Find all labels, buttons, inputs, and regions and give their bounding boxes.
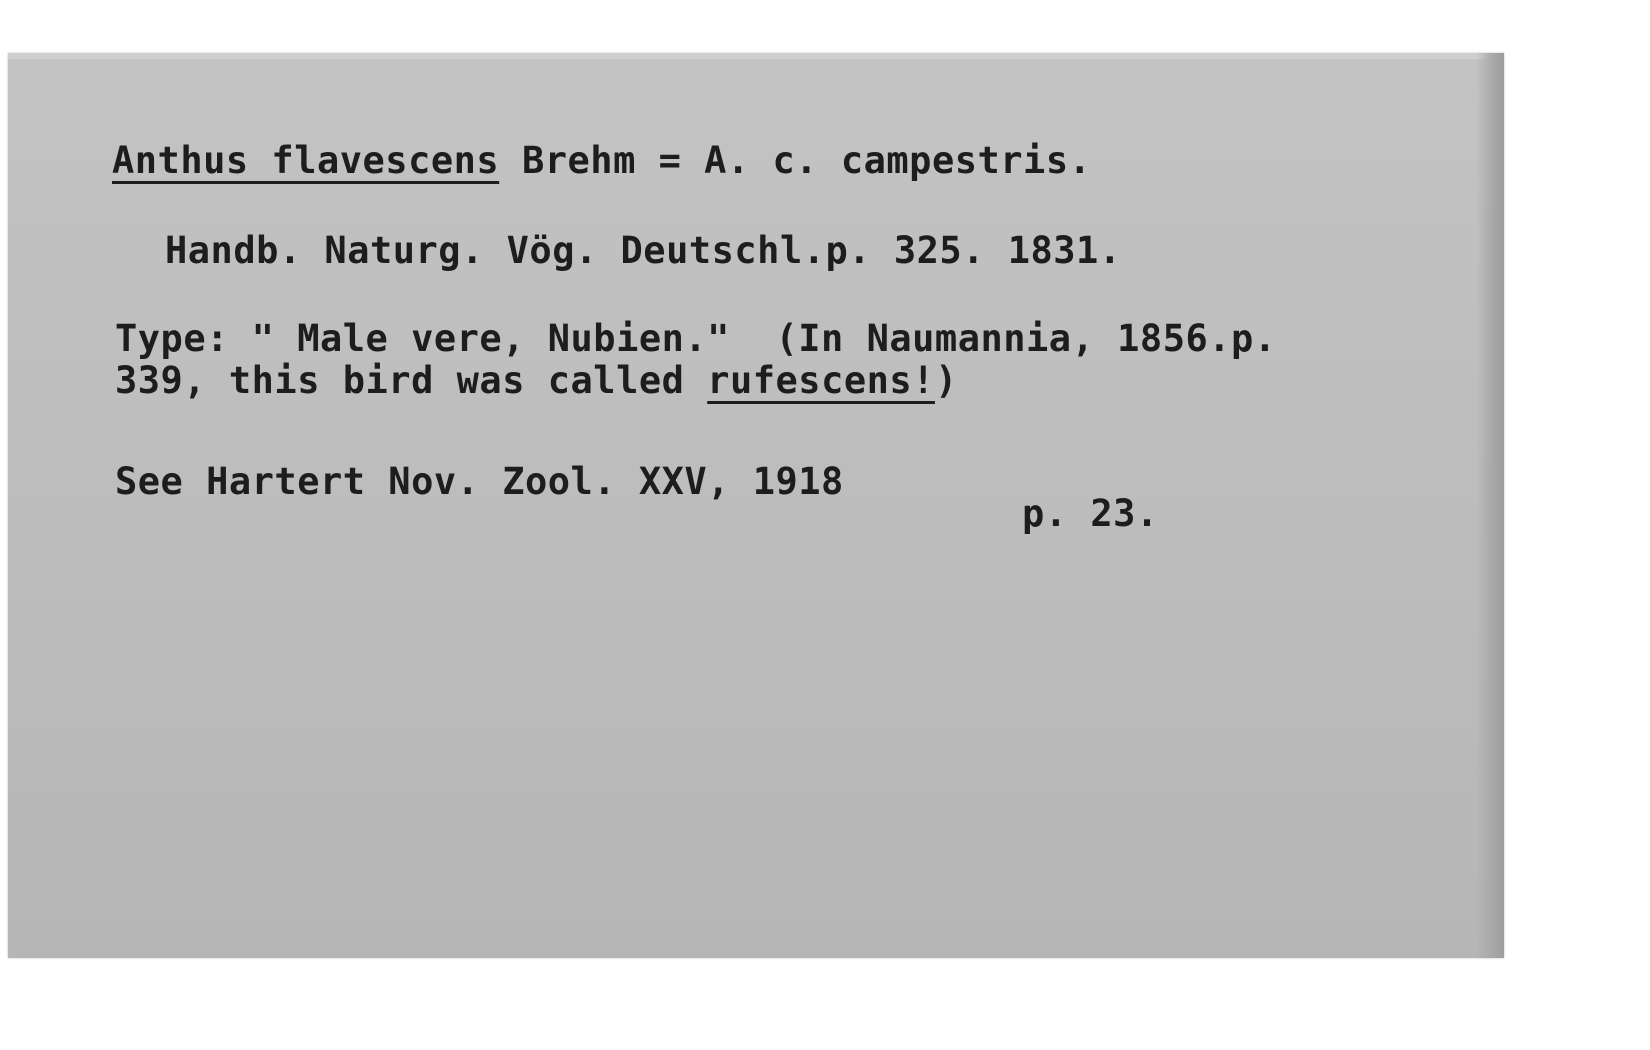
type-line-2 xyxy=(115,359,958,402)
synonym-text: Brehm = A. c. campestris. xyxy=(499,139,1092,182)
rufescens-name: rufescens! xyxy=(707,359,935,402)
type-line-2-suffix: ) xyxy=(934,359,958,402)
see-reference-line: See Hartert Nov. Zool. XXV, 1918 xyxy=(115,460,844,503)
species-name: Anthus flavescens xyxy=(112,139,500,182)
type-line-2-prefix: 339, this bird was called xyxy=(115,359,708,402)
card-top-edge xyxy=(8,53,1504,59)
index-card xyxy=(8,53,1504,958)
type-line-1: Type: " Male vere, Nubien." (In Naumannia, 1856.p. xyxy=(115,317,1277,360)
reference-line: Handb. Naturg. Vög. Deutschl.p. 325. 1831. xyxy=(165,229,1122,272)
card-right-edge xyxy=(1476,53,1504,958)
species-title-line xyxy=(112,139,1092,182)
see-reference-page: p. 23. xyxy=(1022,492,1159,535)
